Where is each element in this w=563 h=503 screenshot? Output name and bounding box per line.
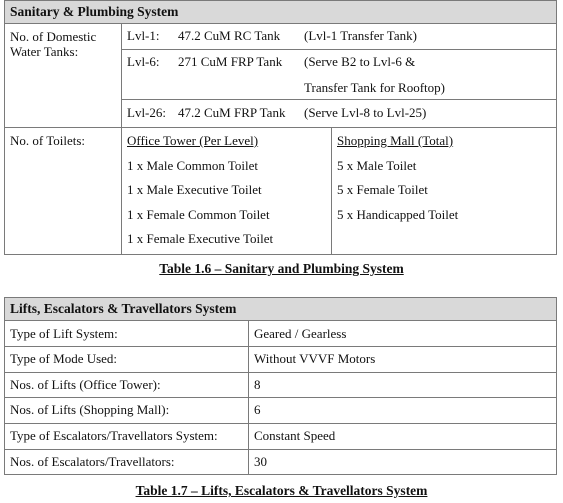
sanitary-row-divider-1 <box>121 49 557 50</box>
toilets-label: No. of Toilets: <box>10 133 86 148</box>
lift-row-label: Nos. of Escalators/Travellators: <box>10 454 175 469</box>
lift-row-label: Type of Escalators/Travellators System: <box>10 428 218 443</box>
table-1-6-caption: Table 1.6 – Sanitary and Plumbing System <box>159 261 404 276</box>
office-toilet-item: 1 x Male Executive Toilet <box>127 182 262 197</box>
water-tanks-label-line1: No. of Domestic <box>10 29 97 44</box>
lvl1-key: Lvl-1: <box>127 28 160 43</box>
lvl6-value: 271 CuM FRP Tank <box>178 54 283 69</box>
lifts-table-title: Lifts, Escalators & Travellators System <box>10 301 237 316</box>
lift-row-label: Type of Mode Used: <box>10 351 118 366</box>
lifts-row-divider <box>4 423 557 424</box>
lvl6-note-line1: (Serve B2 to Lvl-6 & <box>304 54 416 69</box>
lifts-row-divider <box>4 346 557 347</box>
mall-toilet-item: 5 x Handicapped Toilet <box>337 207 459 222</box>
sanitary-table-title: Sanitary & Plumbing System <box>10 4 179 19</box>
lift-row-value: Without VVVF Motors <box>254 351 376 366</box>
lifts-table-header <box>4 297 557 321</box>
lift-row-label: Type of Lift System: <box>10 326 118 341</box>
lift-row-label: Nos. of Lifts (Shopping Mall): <box>10 402 170 417</box>
lift-row-label: Nos. of Lifts (Office Tower): <box>10 377 161 392</box>
lvl26-key: Lvl-26: <box>127 105 166 120</box>
mall-toilet-item: 5 x Female Toilet <box>337 182 428 197</box>
office-toilet-item: 1 x Male Common Toilet <box>127 158 259 173</box>
lift-row-value: Constant Speed <box>254 428 336 443</box>
mall-toilet-item: 5 x Male Toilet <box>337 158 417 173</box>
lift-row-value: 6 <box>254 402 261 417</box>
lvl1-value: 47.2 CuM RC Tank <box>178 28 281 43</box>
sanitary-row-divider-3 <box>4 127 557 128</box>
sanitary-row-divider-2 <box>121 99 557 100</box>
lifts-row-divider <box>4 372 557 373</box>
lvl26-note: (Serve Lvl-8 to Lvl-25) <box>304 105 427 120</box>
lvl6-key: Lvl-6: <box>127 54 160 69</box>
table-1-7-caption: Table 1.7 – Lifts, Escalators & Travellators System <box>135 483 428 498</box>
toilets-col-divider <box>331 127 332 255</box>
lvl26-value: 47.2 CuM FRP Tank <box>178 105 286 120</box>
lifts-row-divider <box>4 449 557 450</box>
lift-row-value: Geared / Gearless <box>254 326 347 341</box>
office-toilet-item: 1 x Female Executive Toilet <box>127 231 274 246</box>
lifts-row-divider <box>4 397 557 398</box>
lvl6-note-line2: Transfer Tank for Rooftop) <box>304 80 445 95</box>
sanitary-table-header <box>4 0 557 24</box>
shopping-mall-heading: Shopping Mall (Total) <box>337 133 454 148</box>
sanitary-col-divider <box>121 23 122 255</box>
lift-row-value: 30 <box>254 454 267 469</box>
water-tanks-label-line2: Water Tanks: <box>10 44 79 59</box>
lvl1-note: (Lvl-1 Transfer Tank) <box>304 28 417 43</box>
office-toilet-item: 1 x Female Common Toilet <box>127 207 270 222</box>
office-tower-heading: Office Tower (Per Level) <box>127 133 259 148</box>
lift-row-value: 8 <box>254 377 261 392</box>
